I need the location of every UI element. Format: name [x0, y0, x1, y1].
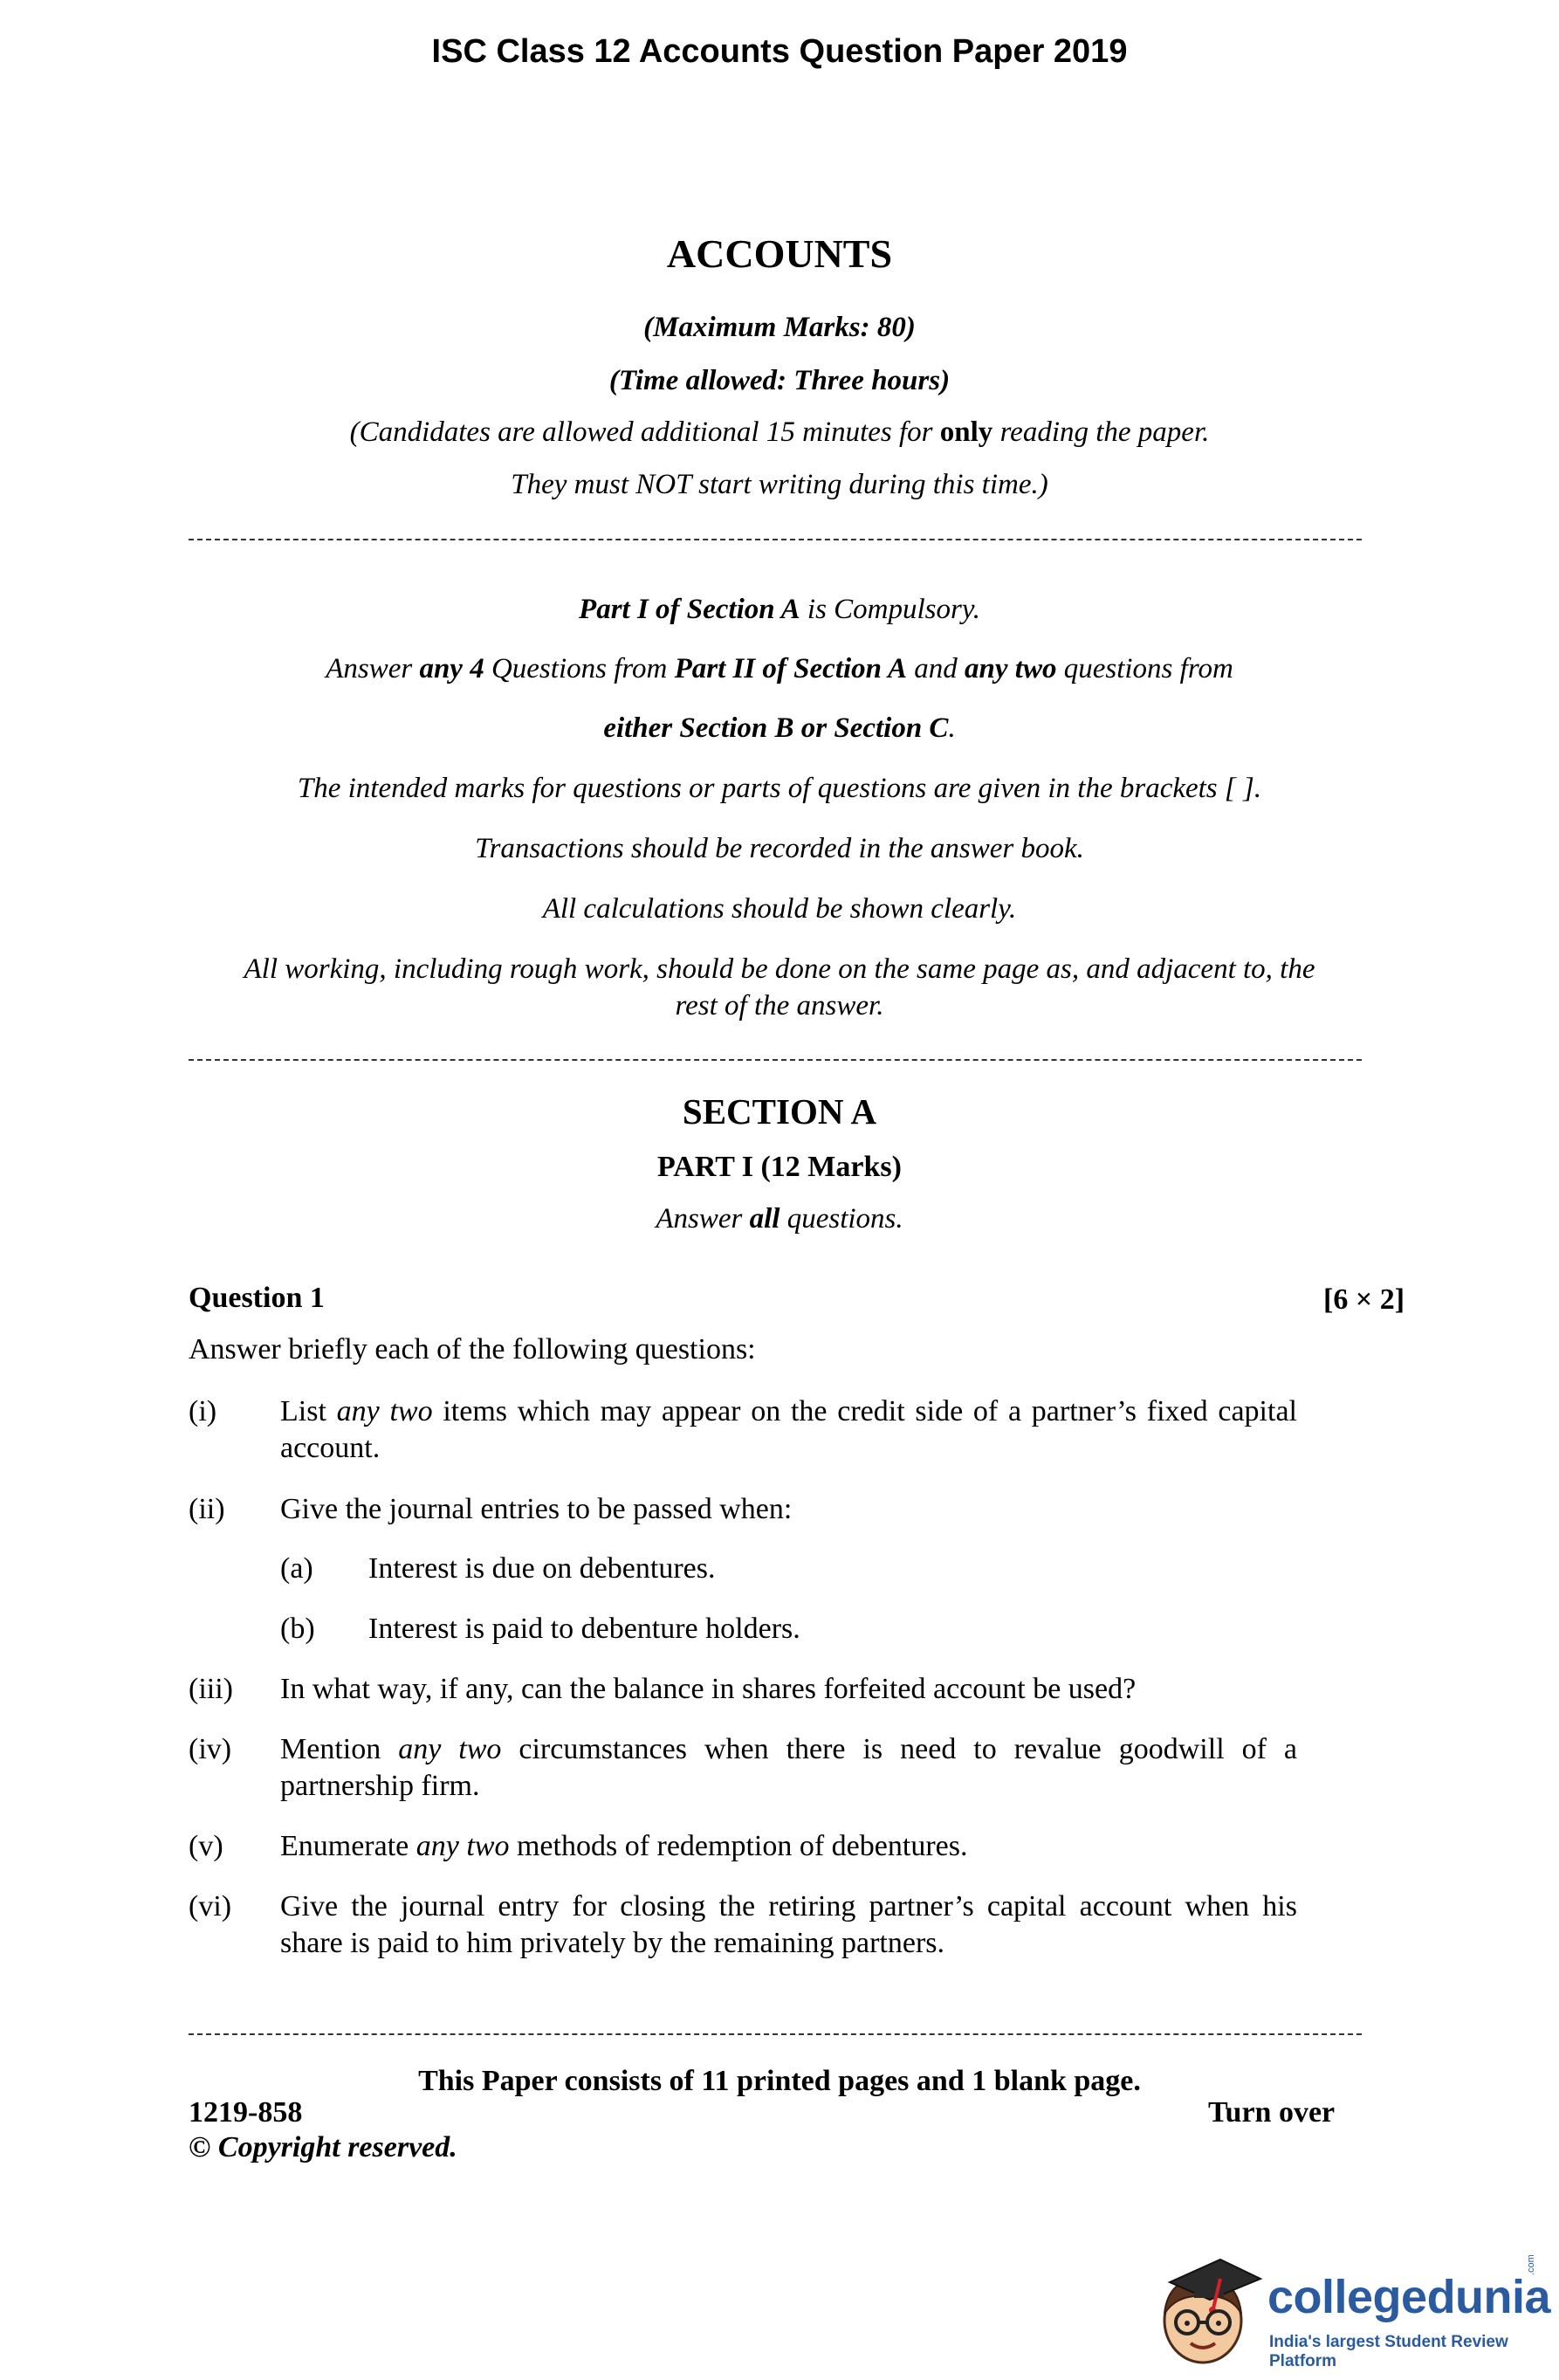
item-number: (v): [189, 1830, 223, 1862]
collegedunia-logo: [1152, 2253, 1554, 2375]
item-number: (vi): [189, 1890, 232, 1923]
maximum-marks: (Maximum Marks: 80): [643, 312, 916, 343]
item-text: Give the journal entries to be passed when:: [280, 1493, 793, 1525]
item-number: (iv): [189, 1733, 232, 1765]
instruction-working-2: rest of the answer.: [675, 990, 884, 1021]
item-text: Mention any two circumstances when there is need to revalue goodwill of a partnership firm.: [280, 1733, 1298, 1802]
instruction-marks: The intended marks for questions or parts of questions are given in the brackets [ ].: [297, 773, 1262, 804]
reading-time-note: (Candidates are allowed additional 15 minutes for only reading the paper.: [349, 416, 1210, 448]
student-mascot-icon: [1152, 2253, 1266, 2375]
item-text: Give the journal entry for closing the retiring partner’s capital account when his share is paid to him privately by the remaining partners.: [280, 1890, 1297, 1959]
logo-wordmark: collegedunia: [1267, 2271, 1551, 2323]
copyright-notice: © Copyright reserved.: [189, 2131, 457, 2163]
part-title: PART I (12 Marks): [657, 1151, 902, 1183]
item-text: In what way, if any, can the balance in shares forfeited account be used?: [280, 1673, 1137, 1705]
divider: [189, 539, 1362, 540]
instruction-transactions: Transactions should be recorded in the answer book.: [475, 833, 1084, 864]
question-intro: Answer briefly each of the following questions:: [189, 1333, 756, 1365]
logo-tld: .com: [1526, 2254, 1536, 2275]
time-allowed: (Time allowed: Three hours): [608, 365, 951, 396]
subitem-number: (b): [280, 1613, 315, 1645]
document-title: ISC Class 12 Accounts Question Paper 2019: [431, 33, 1128, 70]
item-number: (i): [189, 1395, 217, 1427]
subject-title: ACCOUNTS: [666, 231, 893, 276]
turn-over: Turn over: [1208, 2096, 1336, 2129]
instruction-working: All working, including rough work, should be done on the same page as, and adjacent to, the: [244, 953, 1315, 985]
subitem-text: Interest is paid to debenture holders.: [368, 1613, 800, 1645]
section-title: SECTION A: [682, 1091, 877, 1132]
subitem-text: Interest is due on debentures.: [368, 1552, 716, 1585]
item-number: (iii): [189, 1673, 233, 1705]
section-instruction: Answer all questions.: [656, 1203, 903, 1235]
pages-note: This Paper consists of 11 printed pages and 1 blank page.: [418, 2065, 1141, 2097]
instruction-choice: Answer any 4 Questions from Part II of Section A and any two questions from: [326, 653, 1233, 684]
instruction-compulsory: Part I of Section A is Compulsory.: [579, 594, 980, 625]
instruction-calculations: All calculations should be shown clearly.: [542, 893, 1017, 925]
subitem-number: (a): [280, 1552, 313, 1585]
item-number: (ii): [189, 1493, 225, 1525]
instruction-sections: either Section B or Section C.: [603, 712, 956, 744]
logo-tagline: India's largest Student Review Platform: [1269, 2333, 1508, 2370]
question-marks: [6 × 2]: [1323, 1283, 1405, 1316]
reading-time-note-2: They must NOT start writing during this time.): [511, 469, 1048, 500]
paper-code: 1219-858: [189, 2096, 303, 2129]
divider: [189, 2033, 1362, 2035]
item-text: Enumerate any two methods of redemption of debentures.: [280, 1830, 968, 1862]
divider: [189, 1059, 1362, 1061]
item-text: List any two items which may appear on the credit side of a partner’s fixed capital account.: [280, 1395, 1297, 1464]
question-heading: Question 1: [189, 1282, 325, 1314]
